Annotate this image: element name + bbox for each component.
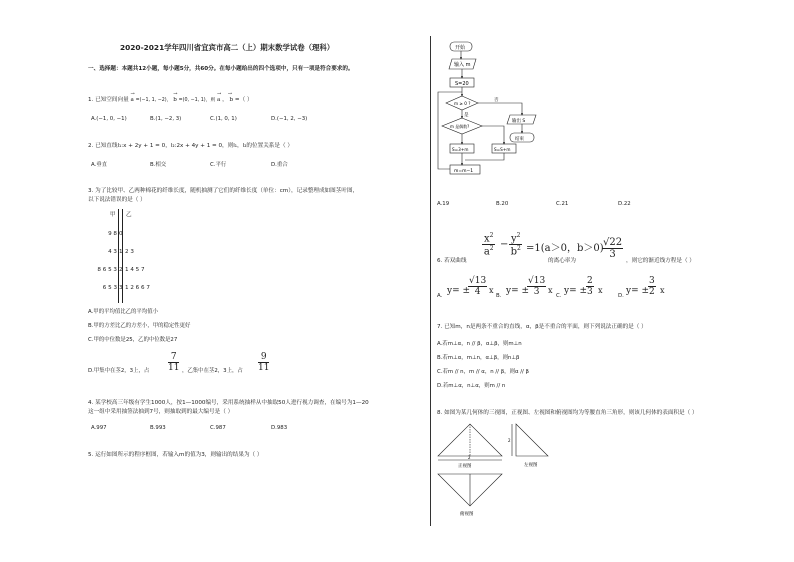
stemleaf-row-0-stem: 0 — [119, 231, 123, 237]
frac-denominator: 11 — [168, 363, 180, 373]
vector-arrow-icon: → — [130, 91, 135, 97]
q3-option-a[interactable]: A.甲的平均值比乙的平均值小 — [88, 309, 158, 315]
q6-option-letter: C. — [556, 293, 562, 299]
question-3-line1: 3. 为了比较甲、乙两种棉花的纤维长度，随机抽测了它们的纤维长度（单位：cm），记录整理成如图茎叶图， — [88, 188, 359, 194]
stemleaf-row-2-right: 1 4 5 7 — [125, 267, 145, 273]
frac-denominator: 2 — [649, 287, 655, 297]
frac-denominator: 4 — [474, 287, 481, 297]
q5-option-c[interactable]: C.21 — [556, 201, 569, 207]
flowchart — [434, 38, 554, 188]
q3-frac-7-11 — [168, 352, 179, 373]
q6-option-pre: y= ± — [506, 286, 530, 296]
stemleaf-row-2-left: 8 6 5 3 — [97, 267, 117, 273]
q1-vec-b-value: =(0, −1, 1)，则 — [178, 98, 216, 103]
stemleaf-row-1-stem: 1 — [119, 249, 123, 255]
stemleaf-row-3-left: 6 5 3 — [102, 285, 117, 291]
section-heading: 一、选择题：本题共12小题，每小题5分，共60分。在每小题给出的四个选项中，只有一项是符合要求的。 — [88, 66, 354, 72]
frac-denominator: 3 — [533, 287, 540, 297]
question-5: 5. 运行如图所示的程序框图，若输入m的值为3，则输出的结果为（ ） — [88, 452, 263, 458]
flow-cond2-text: m 是偶数? — [450, 124, 470, 129]
front-view-label: 正视图 — [458, 464, 472, 469]
q6-option-frac — [468, 276, 487, 297]
side-dim-label: 2 — [508, 438, 511, 443]
q6-stem-post: ，则它的渐近线方程是（ ） — [626, 258, 695, 264]
ecc-numerator: √22 — [603, 237, 623, 248]
flow-cond1-text: m ≥ 0 ? — [454, 101, 471, 106]
q3-option-b[interactable]: B.甲的方差比乙的方差小，甲的稳定性更好 — [88, 323, 191, 329]
q6-option-frac — [648, 276, 656, 297]
q6-option-letter: D. — [618, 293, 624, 299]
eq-b: b — [510, 246, 518, 258]
q4-option-b[interactable]: B.993 — [150, 425, 166, 431]
q6-option-frac — [586, 276, 594, 297]
frac-numerator: √13 — [528, 276, 546, 286]
frac-numerator: √13 — [469, 276, 487, 286]
q6-option-post: x — [660, 286, 665, 295]
q6-option-c[interactable] — [556, 276, 612, 302]
q6-option-b[interactable] — [496, 276, 556, 302]
front-dim-label: 2 — [468, 455, 471, 460]
q1-dot-b: b — [229, 97, 234, 103]
q5-option-d[interactable]: D.22 — [618, 201, 631, 207]
q6-option-pre: y= ± — [564, 286, 588, 296]
eq-y: y — [511, 233, 517, 245]
q5-option-a[interactable]: A.19 — [437, 201, 450, 207]
question-7: 7. 已知m，n是两条不重合的直线，α，β是不重合的平面，则下列说法正确的是（ ） — [437, 324, 647, 330]
vector-arrow-icon: → — [173, 91, 178, 97]
q6-option-letter: B. — [496, 293, 502, 299]
q1-option-d[interactable]: D.(−1, 2, −3) — [271, 116, 308, 122]
q3-option-d[interactable] — [88, 366, 149, 374]
flow-yes-label: 是 — [464, 113, 469, 118]
q7-option-a[interactable]: A.若m⊥α，n // β，α⊥β，则m⊥n — [437, 341, 522, 347]
q4-option-a[interactable]: A.997 — [91, 425, 107, 431]
page-title: 2020-2021学年四川省宜宾市高二（上）期末数学试卷（理科） — [120, 43, 335, 52]
stemleaf-header-right: 乙 — [126, 212, 132, 218]
q1-stem-pre: 1. 已知空间向量 — [88, 97, 129, 103]
stem-leaf-plot — [88, 209, 178, 309]
question-8: 8. 如图为某几何体的三视图，正视图、左视图和俯视图均为等腰直角三角形，则该几何体的表面积是（ ） — [437, 410, 698, 416]
q5-option-b[interactable]: B.20 — [496, 201, 509, 207]
column-divider — [430, 36, 431, 526]
question-3-line2: 以下说法错误的是（ ） — [88, 197, 146, 203]
q3-frac-9-11 — [258, 352, 269, 373]
q6-option-post: x — [489, 286, 494, 295]
q7-option-b[interactable]: B.若m⊥α，m⊥n，α⊥β，则n⊥β — [437, 355, 520, 361]
eq-a: a — [483, 246, 490, 258]
stemleaf-row-1-right: 2 3 — [125, 249, 134, 255]
side-view-label: 左视图 — [524, 463, 538, 468]
flow-no-label: 否 — [494, 98, 499, 103]
q2-option-c[interactable]: C.平行 — [210, 162, 227, 168]
stemleaf-header-left: 甲 — [110, 212, 116, 218]
frac-numerator: 3 — [649, 276, 655, 286]
frac-numerator: 2 — [587, 276, 593, 286]
q6-option-post: x — [598, 286, 603, 295]
q6-stem-mid: 的离心率为 — [548, 258, 576, 264]
flow-init-text: S=20 — [455, 81, 469, 87]
eq-tail: =1(a＞0，b＞0) — [526, 243, 604, 254]
eq-x: x — [484, 233, 490, 245]
q1-vec-a: a — [130, 97, 134, 103]
flow-start-text: 开始 — [455, 45, 466, 51]
q6-option-pre: y= ± — [626, 286, 650, 296]
q6-option-d[interactable] — [618, 276, 674, 302]
q6-option-post: x — [548, 286, 553, 295]
q3-option-d-text1: D.甲集中在茎2，3上，占 — [88, 368, 150, 374]
q7-option-c[interactable]: C.若m // n，m // α，n // β，则α // β — [437, 369, 529, 375]
stemleaf-row-2-stem: 2 — [119, 267, 123, 273]
q1-option-b[interactable]: B.(1, −2, 3) — [150, 116, 182, 122]
q6-option-pre: y= ± — [447, 286, 471, 296]
q7-option-d[interactable]: D.若m⊥α，n⊥α，则m // n — [437, 383, 506, 389]
stemleaf-row-0-left: 9 8 — [108, 231, 117, 237]
flow-end-text: 结束 — [515, 137, 524, 142]
frac-denominator: 3 — [587, 287, 593, 297]
top-view-label: 俯视图 — [460, 512, 474, 517]
q1-vec-b: b — [173, 97, 177, 103]
flow-assign2-text: S=S+m — [494, 147, 511, 152]
side-view-triangle — [516, 424, 548, 456]
question-4-line2: 这一组中采用抽签法抽到7号，则抽取到的最大编号是（ ） — [88, 409, 234, 415]
q1-option-c[interactable]: C.(1, 0, 1) — [210, 116, 237, 122]
q1-dot-sep: ， — [222, 97, 228, 103]
q3-option-d-text2: ，乙集中在茎2，3上，占 — [182, 368, 243, 374]
q1-stem-post: =（ ） — [234, 97, 253, 103]
q4-option-c[interactable]: C.987 — [210, 425, 226, 431]
vector-arrow-icon: → — [217, 91, 222, 97]
q3-option-c[interactable]: C.甲的中位数是25，乙的中位数是27 — [88, 337, 178, 343]
q1-vec-a-value: =(−1, 1, −2)， — [135, 98, 172, 103]
q6-stem-pre: 6. 若双曲线 — [437, 258, 467, 264]
flow-decrement-text: m=m−1 — [454, 169, 474, 174]
q6-option-a[interactable] — [437, 276, 497, 302]
frac-denominator: 11 — [258, 363, 270, 373]
question-2: 2. 已知直线l₁:x + 2y + 1 = 0，l₂:2x + 4y + 1 = 0，则l₁，l₂的位置关系是（ ） — [88, 143, 293, 149]
q1-dot-a: a — [217, 97, 221, 103]
stemleaf-row-3-stem: 3 — [119, 285, 123, 291]
q2-option-b[interactable]: B.相交 — [150, 162, 167, 168]
q6-option-frac — [527, 276, 546, 297]
question-1 — [88, 91, 253, 104]
q2-option-a[interactable]: A.垂直 — [91, 162, 108, 168]
stemleaf-row-3-right: 1 2 6 6 7 — [125, 285, 150, 291]
frac-numerator: 9 — [258, 352, 269, 363]
stemleaf-row-1-left: 4 3 — [108, 249, 117, 255]
q1-option-a[interactable]: A.(−1, 0, −1) — [91, 116, 127, 122]
q2-option-d[interactable]: D.重合 — [271, 162, 288, 168]
flow-input-text: 输入 m — [454, 62, 471, 68]
frac-numerator: 7 — [168, 352, 179, 363]
three-view-drawing — [434, 420, 564, 520]
q6-option-letter: A. — [437, 293, 443, 299]
question-4-line1: 4. 某学校高三年级有学生1000人，按1—1000编号，采用系统抽样从中抽取50人进行视力调查，在编号为1—20 — [88, 400, 369, 406]
vector-arrow-icon: → — [227, 91, 232, 97]
flow-assign1-text: S=3+m — [452, 147, 469, 152]
flow-output-text: 输出 S — [512, 119, 526, 124]
ecc-denominator: 3 — [609, 249, 616, 260]
q4-option-d[interactable]: D.983 — [271, 425, 288, 431]
q6-eccentricity — [602, 237, 623, 260]
